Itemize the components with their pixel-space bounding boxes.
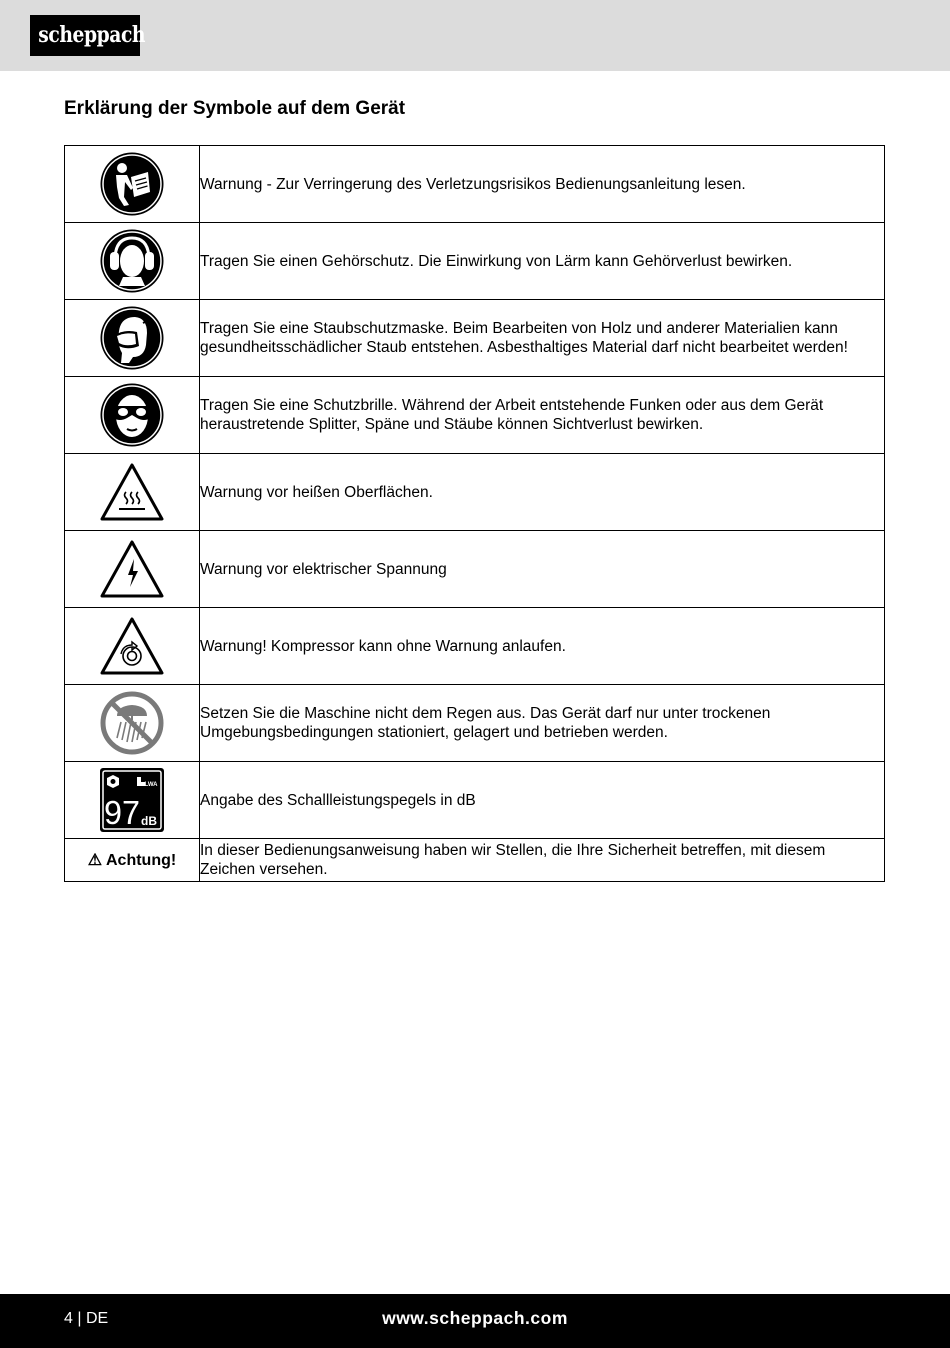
no-rain-icon	[99, 690, 165, 756]
sound-power-level-icon	[99, 767, 165, 833]
table-row	[65, 223, 885, 300]
electric-voltage-icon	[99, 539, 165, 599]
row-text: Tragen Sie eine Schutzbrille. Während der Arbeit entstehende Funken oder aus dem Gerät heraustretende Splitter, Späne und Stäube können Sichtverlust bewirken.	[200, 377, 885, 454]
hearing-protection-icon	[99, 228, 165, 294]
table-row	[65, 531, 885, 608]
page-title: Erklärung der Symbole auf dem Gerät	[64, 98, 406, 119]
achtung-label: ⚠ Achtung!	[87, 852, 177, 869]
automatic-start-icon	[99, 616, 165, 676]
row-text: Angabe des Schallleistungspegels in dB	[200, 762, 885, 839]
page-header	[0, 0, 950, 71]
row-text: In dieser Bedienungsanweisung haben wir Stellen, die Ihre Sicherheit betreffen, mit diesem Zeichen versehen.	[200, 839, 885, 882]
read-manual-icon	[99, 151, 165, 217]
row-text: Warnung - Zur Verringerung des Verletzungsrisikos Bedienungsanleitung lesen.	[200, 146, 885, 223]
row-text: Tragen Sie einen Gehörschutz. Die Einwirkung von Lärm kann Gehörverlust bewirken.	[200, 223, 885, 300]
row-text: Warnung vor elektrischer Spannung	[200, 531, 885, 608]
logo-text: scheppach	[38, 22, 146, 48]
row-text: Warnung! Kompressor kann ohne Warnung anlaufen.	[200, 608, 885, 685]
row-text: Warnung vor heißen Oberflächen.	[200, 454, 885, 531]
scheppach-logo	[30, 15, 146, 56]
table-row	[65, 685, 885, 762]
row-text: Setzen Sie die Maschine nicht dem Regen aus. Das Gerät darf nur unter trockenen Umgebungsbedingungen stationiert, gelagert und betrieben werden.	[200, 685, 885, 762]
website-url: www.scheppach.com	[382, 1308, 568, 1328]
table-row	[65, 762, 885, 839]
hot-surface-icon	[99, 462, 165, 522]
table-row	[65, 377, 885, 454]
page-footer	[0, 1294, 950, 1348]
table-row	[65, 300, 885, 377]
table-row	[65, 608, 885, 685]
dust-mask-icon	[99, 305, 165, 371]
sound-sub-label: LWA	[144, 782, 158, 788]
row-text: Tragen Sie eine Staubschutzmaske. Beim Bearbeiten von Holz und anderer Materialien kann gesundheitsschädlicher Staub entstehen. Asbesthaltiges Material darf nicht bearbeitet werden!	[200, 300, 885, 377]
table-row	[65, 454, 885, 531]
sound-unit: dB	[141, 814, 157, 828]
table-row	[65, 839, 885, 882]
page-number: 4 | DE	[64, 1310, 109, 1327]
symbol-table	[64, 145, 885, 882]
safety-goggles-icon	[99, 382, 165, 448]
sound-value: 97	[104, 794, 140, 831]
table-row	[65, 146, 885, 223]
